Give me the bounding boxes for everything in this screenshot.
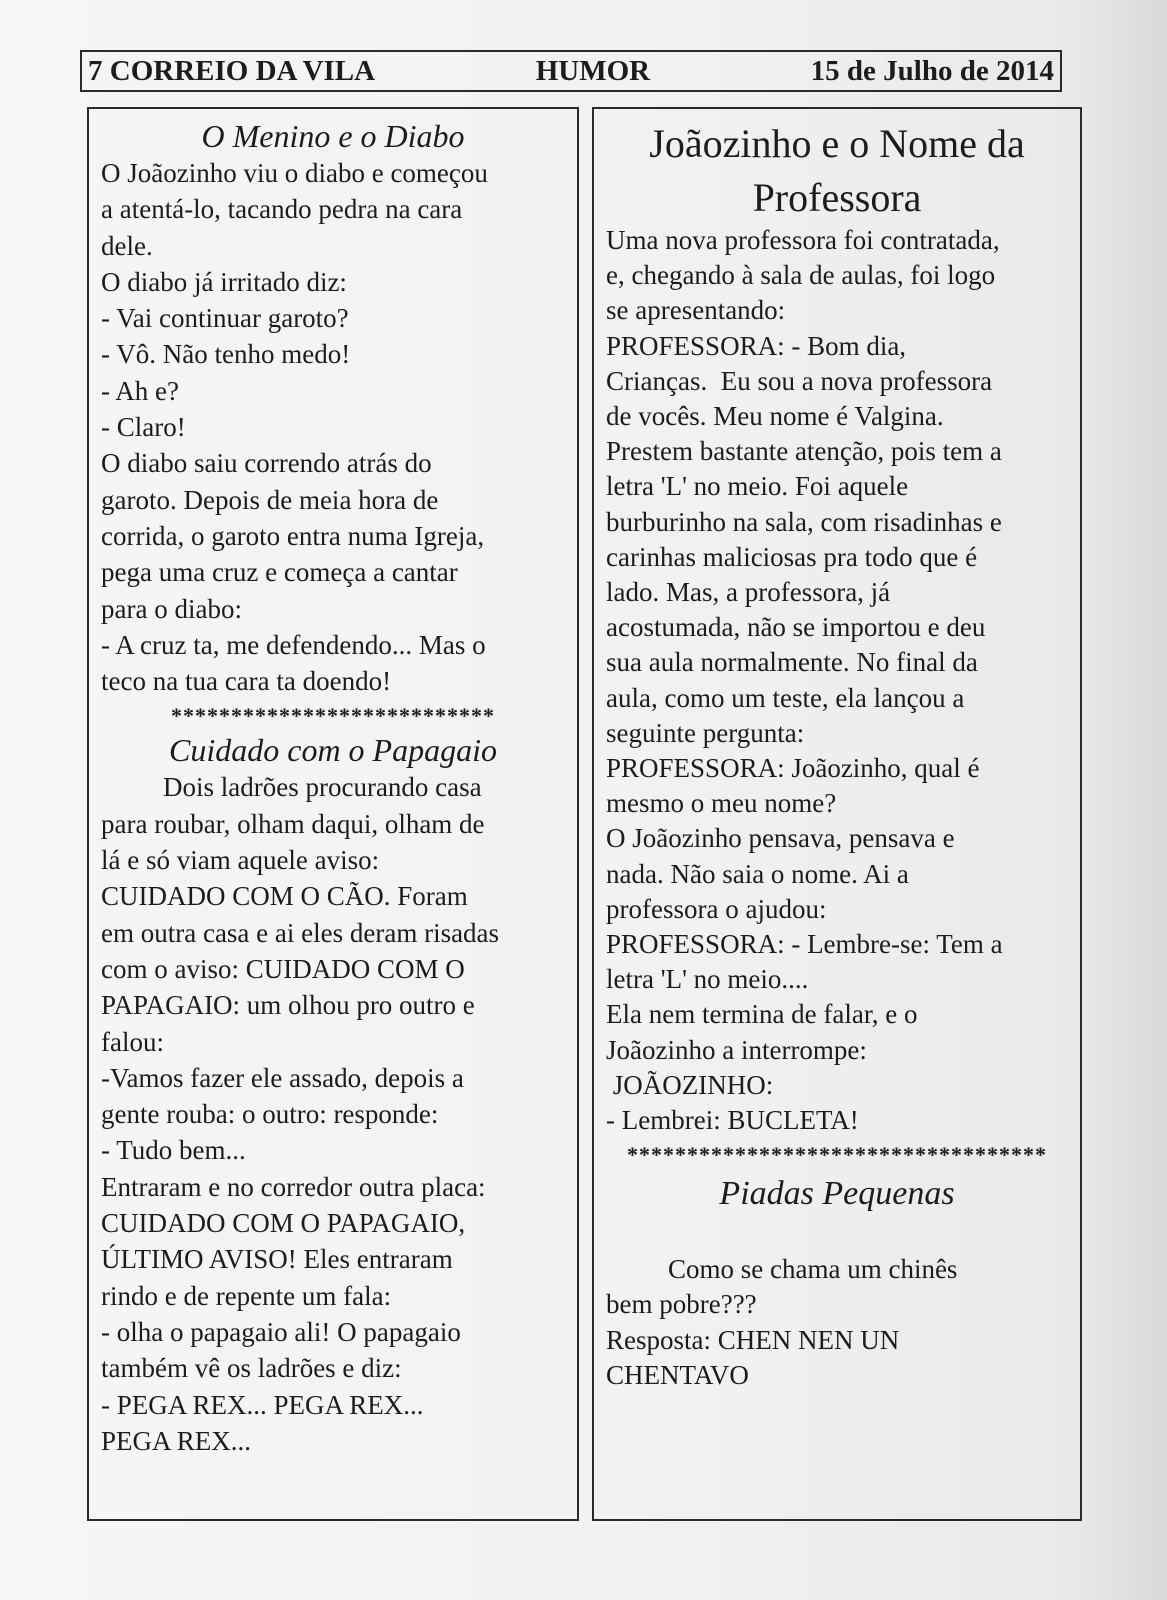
text-line: Joãozinho a interrompe: bbox=[606, 1034, 867, 1065]
story-body-joaozinho bbox=[606, 223, 1068, 1138]
separator-stars: *************************** bbox=[171, 703, 495, 729]
header-section: HUMOR bbox=[535, 54, 651, 87]
story-body-papagaio bbox=[101, 769, 565, 1459]
text-line: JOÃOZINHO: bbox=[606, 1069, 774, 1100]
text-line: PROFESSORA: - Bom dia, bbox=[606, 330, 907, 361]
text-line: corrida, o garoto entra numa Igreja, bbox=[101, 520, 485, 551]
text-line: - olha o papagaio ali! O papagaio bbox=[101, 1316, 461, 1347]
text-line: letra 'L' no meio.... bbox=[606, 964, 809, 995]
text-line: rindo e de repente um fala: bbox=[101, 1280, 392, 1311]
story-title-joaozinho-line1: Joãozinho e o Nome da bbox=[649, 121, 1025, 166]
text-line: O diabo já irritado diz: bbox=[101, 266, 347, 297]
text-line: garoto. Depois de meia hora de bbox=[101, 484, 439, 515]
text-line: Como se chama um chinês bbox=[668, 1254, 958, 1285]
text-line: bem pobre??? bbox=[606, 1289, 757, 1320]
text-line: PEGA REX... bbox=[101, 1425, 252, 1456]
text-line: lá e só viam aquele aviso: bbox=[101, 845, 380, 876]
text-line: a atentá-lo, tacando pedra na cara bbox=[101, 194, 463, 225]
text-line: ÚLTIMO AVISO! Eles entraram bbox=[101, 1244, 453, 1275]
header-date: 15 de Julho de 2014 bbox=[810, 54, 1054, 87]
text-line: Ela nem termina de falar, e o bbox=[606, 999, 918, 1030]
text-line: CHENTAVO bbox=[606, 1359, 749, 1390]
text-line: sua aula normalmente. No final da bbox=[606, 647, 978, 678]
text-line: O diabo saiu correndo atrás do bbox=[101, 448, 432, 479]
text-line: professora o ajudou: bbox=[606, 893, 827, 924]
text-line: letra 'L' no meio. Foi aquele bbox=[606, 471, 909, 502]
text-line: - Vô. Não tenho medo! bbox=[101, 339, 351, 370]
right-column bbox=[592, 107, 1082, 1521]
text-line: falou: bbox=[101, 1026, 164, 1057]
text-line: seguinte pergunta: bbox=[606, 717, 805, 748]
text-line: PROFESSORA: Joãozinho, qual é bbox=[606, 753, 980, 784]
text-line: O Joãozinho viu o diabo e começou bbox=[101, 158, 488, 188]
text-line: - Ah e? bbox=[101, 375, 179, 406]
text-line: CUIDADO COM O CÃO. Foram bbox=[101, 881, 468, 912]
newspaper-header bbox=[80, 50, 1062, 92]
text-line: -Vamos fazer ele assado, depois a bbox=[101, 1062, 464, 1093]
text-line: PAPAGAIO: um olhou pro outro e bbox=[101, 990, 475, 1021]
text-line: aula, como um teste, ela lançou a bbox=[606, 682, 965, 713]
text-line: - Tudo bem... bbox=[101, 1135, 246, 1166]
story-title-menino-diabo: O Menino e o Diabo bbox=[201, 118, 465, 154]
text-line: - Vai continuar garoto? bbox=[101, 303, 349, 334]
text-line: em outra casa e ai eles deram risadas bbox=[101, 917, 500, 948]
text-line: para o diabo: bbox=[101, 593, 242, 624]
text-line: burburinho na sala, com risadinhas e bbox=[606, 506, 1002, 537]
text-line: Resposta: CHEN NEN UN bbox=[606, 1324, 900, 1355]
text-line: Prestem bastante atenção, pois tem a bbox=[606, 436, 1002, 467]
story-title-joaozinho-line2: Professora bbox=[752, 175, 922, 220]
text-line: - Claro! bbox=[101, 412, 186, 443]
text-line: lado. Mas, a professora, já bbox=[606, 577, 891, 608]
text-line: carinhas maliciosas pra todo que é bbox=[606, 541, 978, 572]
text-line: também vê os ladrões e diz: bbox=[101, 1353, 402, 1384]
text-line: teco na tua cara ta doendo! bbox=[101, 666, 392, 697]
text-line: acostumada, não se importou e deu bbox=[606, 612, 986, 643]
text-line: gente rouba: o outro: responde: bbox=[101, 1099, 439, 1130]
header-page-and-paper: 7 CORREIO DA VILA bbox=[88, 54, 376, 87]
text-line: pega uma cruz e começa a cantar bbox=[101, 557, 458, 588]
text-line: CUIDADO COM O PAPAGAIO, bbox=[101, 1208, 466, 1239]
section-title-piadas-pequenas: Piadas Pequenas bbox=[719, 1175, 955, 1213]
text-line: nada. Não saia o nome. Ai a bbox=[606, 858, 909, 889]
story-title-papagaio: Cuidado com o Papagaio bbox=[169, 732, 497, 769]
text-line: O Joãozinho pensava, pensava e bbox=[606, 823, 955, 854]
text-line: Uma nova professora foi contratada, bbox=[606, 225, 1000, 255]
text-line: para roubar, olham daqui, olham de bbox=[101, 808, 485, 839]
text-line: de vocês. Meu nome é Valgina. bbox=[606, 401, 944, 432]
text-line: dele. bbox=[101, 230, 153, 261]
text-line: - A cruz ta, me defendendo... Mas o bbox=[101, 629, 486, 660]
separator-stars: *********************************** bbox=[627, 1142, 1047, 1168]
text-line: - Lembrei: BUCLETA! bbox=[606, 1105, 859, 1136]
text-line: - PEGA REX... PEGA REX... bbox=[101, 1389, 424, 1420]
spacer bbox=[606, 1218, 1068, 1252]
text-line: Entraram e no corredor outra placa: bbox=[101, 1171, 486, 1202]
left-column bbox=[87, 107, 579, 1521]
text-line: Dois ladrões procurando casa bbox=[163, 772, 482, 803]
text-line: PROFESSORA: - Lembre-se: Tem a bbox=[606, 929, 1003, 960]
story-body-menino-diabo bbox=[101, 155, 565, 699]
text-line: com o aviso: CUIDADO COM O bbox=[101, 953, 465, 984]
joke-chines bbox=[606, 1252, 1068, 1393]
text-line: e, chegando à sala de aulas, foi logo bbox=[606, 260, 996, 291]
text-line: se apresentando: bbox=[606, 295, 786, 326]
text-line: mesmo o meu nome? bbox=[606, 788, 837, 819]
text-line: Crianças. Eu sou a nova professora bbox=[606, 365, 993, 396]
